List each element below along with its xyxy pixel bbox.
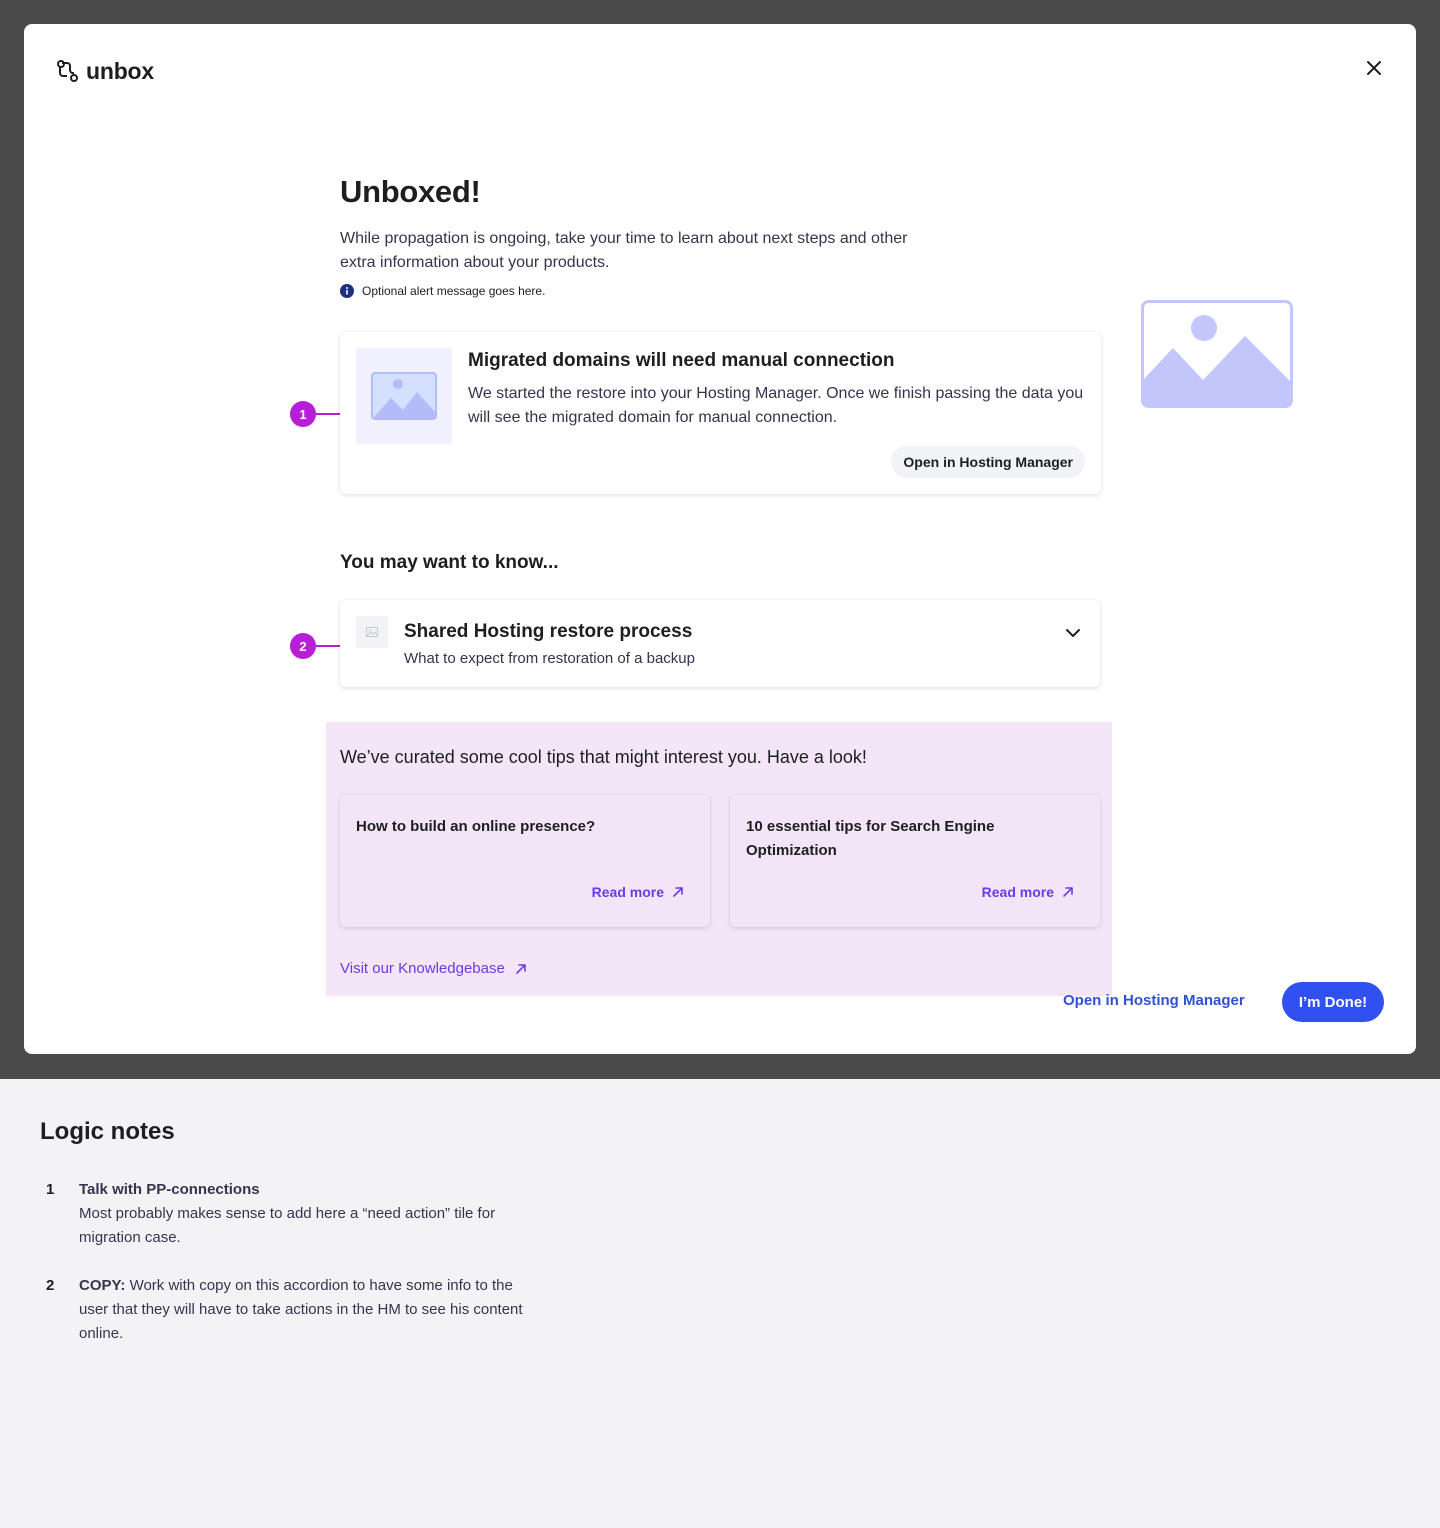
image-placeholder-icon [371,372,437,420]
external-link-icon [1062,886,1074,898]
note-item [40,1274,540,1346]
note-heading: Talk with PP-connections [79,1181,260,1198]
chevron-down-icon[interactable] [1064,624,1082,642]
logic-notes [40,1118,540,1346]
close-icon[interactable] [1364,58,1384,78]
card-image [356,348,452,444]
logo [56,58,154,85]
marker-number: 2 [290,633,316,659]
card-title: Migrated domains will need manual connection [468,350,895,371]
unbox-modal [24,24,1416,1054]
footer-open-hosting-manager-link[interactable]: Open in Hosting Manager [1063,992,1245,1009]
accordion-title: Shared Hosting restore process [404,621,693,642]
tip-title: How to build an online presence? [356,818,596,835]
open-hosting-manager-button[interactable]: Open in Hosting Manager [891,446,1085,478]
card-text: We started the restore into your Hosting Manager. Once we finish passing the data you will see the migrated domain for manual connection. [468,385,1084,426]
note-number: 1 [46,1181,55,1198]
note-text: Most probably makes sense to add here a “need action” tile for migration case. [79,1205,496,1246]
section-heading: You may want to know... [340,552,559,573]
tips-heading: We’ve curated some cool tips that might interest you. Have a look! [340,747,867,767]
external-link-icon [672,886,684,898]
note-item [40,1178,540,1250]
read-more-link[interactable] [982,884,1074,900]
illustration-image [1141,300,1293,408]
note-heading: COPY: [79,1277,126,1294]
accordion-subtitle: What to expect from restoration of a backup [404,650,695,667]
page-subtitle: While propagation is ongoing, take your time to learn about next steps and other extra information about your products. [340,230,908,271]
need-action-card [340,332,1101,494]
alert-text: Optional alert message goes here. [362,284,546,298]
tip-card[interactable] [730,795,1100,927]
restore-process-accordion[interactable] [340,600,1100,687]
read-more-link[interactable] [592,884,684,900]
read-more-label: Read more [591,884,664,900]
note-text: Work with copy on this accordion to have some info to the user that they will have to take actions in the HM to see his content online. [79,1277,523,1342]
accordion-image [356,616,388,648]
note-number: 2 [46,1277,55,1294]
logo-text: unbox [86,58,154,84]
notes-title: Logic notes [40,1118,175,1145]
image-placeholder-icon [366,627,378,637]
read-more-label: Read more [981,884,1054,900]
modal-content [340,174,1120,298]
tip-card[interactable] [340,795,710,927]
done-button[interactable]: I’m Done! [1282,982,1384,1022]
tip-title: 10 essential tips for Search Engine Optimization [746,818,995,859]
page-title: Unboxed! [340,174,481,209]
knowledgebase-link[interactable] [340,960,527,977]
alert-message [340,284,1120,298]
knowledgebase-label: Visit our Knowledgebase [340,960,505,977]
marker-number: 1 [290,401,316,427]
info-icon [340,284,354,298]
tips-section [326,722,1112,996]
unbox-logo-icon [56,59,80,85]
external-link-icon [515,963,527,975]
